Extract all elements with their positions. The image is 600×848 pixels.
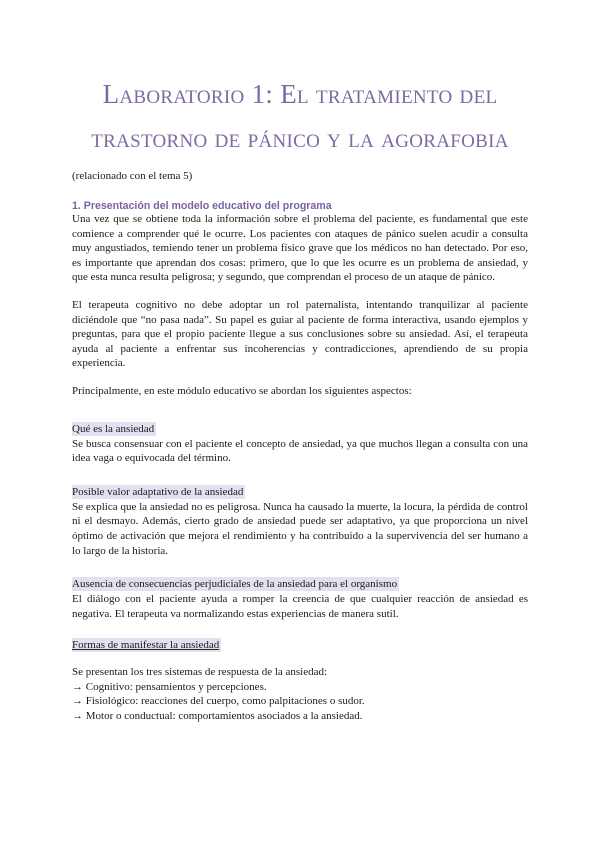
aspect-heading-highlight: Formas de manifestar la ansiedad xyxy=(72,639,220,652)
aspect-text: Se explica que la ansiedad no es peligrosa. Nunca ha causado la muerte, la locura, la pérdida de control ni el desmayo. Además, cierto grado de ansiedad puede ser adaptativo, ya que proporciona un nivel óptimo de activación que mejora el rendimiento y ha contribuido a la supervivencia del ser humano a lo largo de la historia. xyxy=(72,500,528,557)
aspect-block xyxy=(72,574,528,621)
paragraph-therapist-role: El terapeuta cognitivo no debe adoptar un rol paternalista, intentando tranquilizar al paciente diciéndole que “no pasa nada”. Su papel es guiar al paciente de forma interactiva, usando ejemplos y preguntas, para que el propio paciente llegue a sus conclusiones sobre su ansiedad. Así, el terapeuta ayuda al paciente a enfrentar sus incoherencias y contradicciones, aprendiendo de su propia experiencia. xyxy=(72,298,528,370)
list-item: → Cognitivo: pensamientos y percepciones. xyxy=(72,680,528,695)
page-title: Laboratorio 1: El tratamiento del trastorno de pánico y la agorafobia xyxy=(91,79,509,153)
topic-note: (relacionado con el tema 5) xyxy=(72,170,193,182)
section-heading: 1. Presentación del modelo educativo del programa xyxy=(72,200,332,212)
aspect-text: Se presentan los tres sistemas de respuesta de la ansiedad: xyxy=(72,666,328,679)
list-item: → Fisiológico: reacciones del cuerpo, como palpitaciones o sudor. xyxy=(72,694,528,709)
aspect-block xyxy=(72,482,528,558)
aspect-block xyxy=(72,419,528,466)
aspect-heading-highlight: Posible valor adaptativo de la ansiedad xyxy=(72,485,244,498)
response-systems-list xyxy=(72,680,528,724)
aspect-text: El diálogo con el paciente ayuda a romper la creencia de que cualquier reacción de ansiedad es negativa. El terapeuta va normalizando estas experiencias de manera sutil. xyxy=(72,593,528,620)
paragraph-aspects-intro: Principalmente, en este módulo educativo se abordan los siguientes aspectos: xyxy=(72,384,412,397)
aspect-heading-highlight: Qué es la ansiedad xyxy=(72,422,155,435)
aspect-block xyxy=(72,635,528,723)
aspect-text: Se busca consensuar con el paciente el concepto de ansiedad, ya que muchos llegan a consulta con una idea vaga o equivocada del término. xyxy=(72,437,528,465)
paragraph-intro: Una vez que se obtiene toda la información sobre el problema del paciente, es fundamental que este comience a comprender qué le ocurre. Los pacientes con ataques de pánico suelen acudir a consulta muy angustiados, temiendo tener un problema físico grave que los médicos no han detectado. Por eso, es importante que aprendan dos cosas: primero, que lo que les ocurre es un problema de ansiedad, y que esta nunca resulta peligrosa; y segundo, que comprendan el proceso de un ataque de pánico. xyxy=(72,213,528,284)
list-item: → Motor o conductual: comportamientos asociados a la ansiedad. xyxy=(72,709,528,724)
aspect-heading-highlight: Ausencia de consecuencias perjudiciales de la ansiedad para el organismo xyxy=(72,578,398,591)
